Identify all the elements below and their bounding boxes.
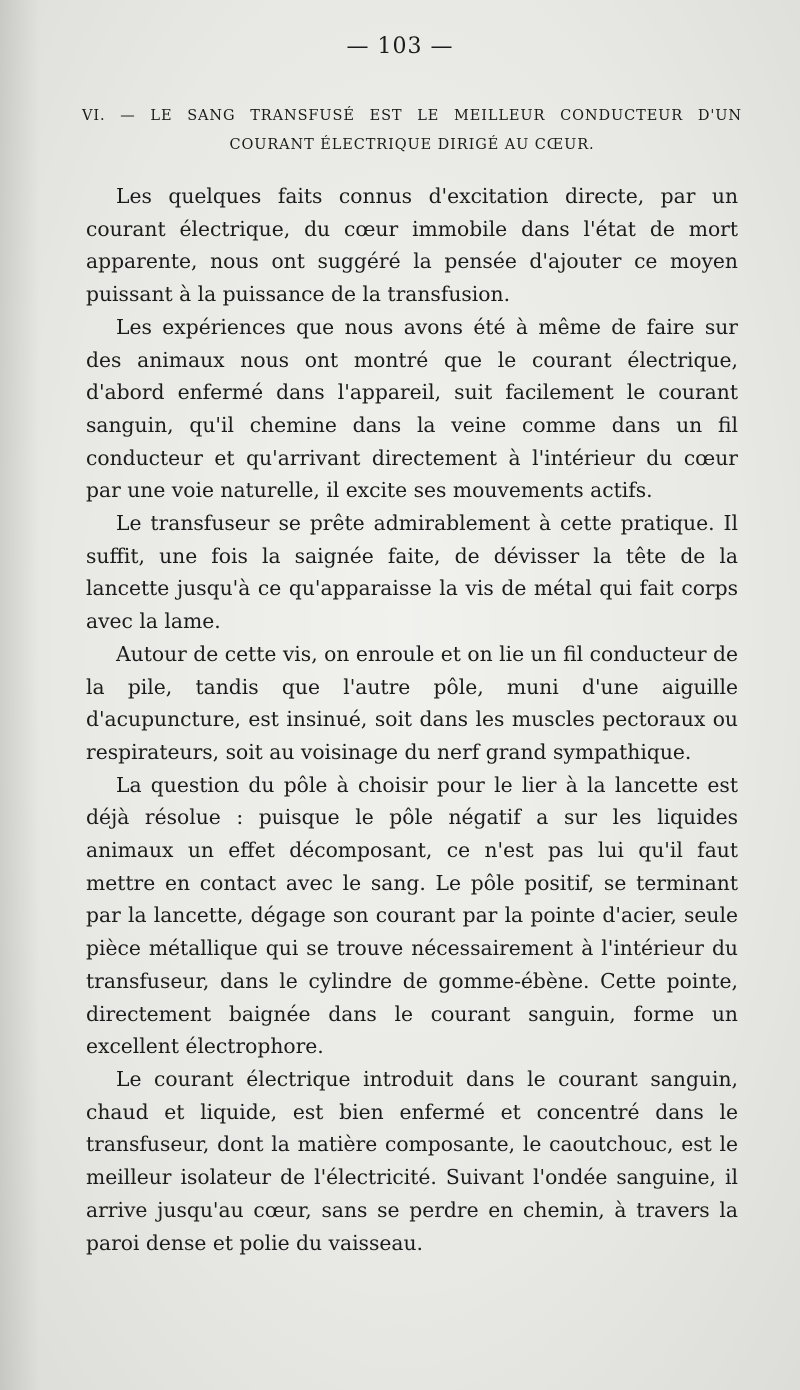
paragraph: Les expériences que nous avons été à même de faire sur des animaux nous ont montré que le courant électrique, d'abord enfermé dans l'appareil, suit facilement le courant sanguin, qu'il chemine dans la veine comme dans un fil conducteur et qu'arrivant directement à l'intérieur du cœur par une voie naturelle, il excite ses mouvements actifs. <box>86 314 738 503</box>
paragraph: La question du pôle à choisir pour le lier à la lancette est déjà résolue : puisque le pôle négatif a sur les liquides animaux un effet décomposant, ce n'est pas lui qu'il faut mettre en contact avec le sang. Le pôle positif, se terminant par la lancette, dégage son courant par la pointe d'acier, seule pièce métallique qui se trouve nécessairement à l'intérieur du transfuseur, dans le cylindre de gomme-ébène. Cette pointe, directement baignée dans le courant sanguin, forme un excellent électrophore. <box>86 772 738 1059</box>
section-heading: VI. — LE SANG TRANSFUSÉ EST LE MEILLEUR CONDUCTEUR D'UN COURANT ÉLECTRIQUE DIRIGÉ AU CŒUR. <box>82 108 742 153</box>
paragraph: Le courant électrique introduit dans le courant sanguin, chaud et liquide, est bien enfermé et concentré dans le transfuseur, dont la matière composante, le caoutchouc, est le meilleur isolateur de l'électricité. Suivant l'ondée sanguine, il arrive jusqu'au cœur, sans se perdre en chemin, à travers la paroi dense et polie du vaisseau. <box>86 1066 738 1255</box>
paragraph: Autour de cette vis, on enroule et on lie un fil conducteur de la pile, tandis que l'autre pôle, muni d'une aiguille d'acupuncture, est insinué, soit dans les muscles pectoraux ou respirateurs, soit au voisinage du nerf grand sympathique. <box>86 641 738 764</box>
paragraph: Les quelques faits connus d'excitation directe, par un courant électrique, du cœur immobile dans l'état de mort apparente, nous ont suggéré la pensée d'ajouter ce moyen puissant à la puissance de la transfusion. <box>86 184 738 307</box>
paragraph: Le transfuseur se prête admirablement à cette pratique. Il suffit, une fois la saignée faite, de dévisser la tête de la lancette jusqu'à ce qu'apparaisse la vis de métal qui fait corps avec la lame. <box>86 511 738 634</box>
body-text <box>86 180 738 1259</box>
page-number: — 103 — <box>346 34 454 59</box>
